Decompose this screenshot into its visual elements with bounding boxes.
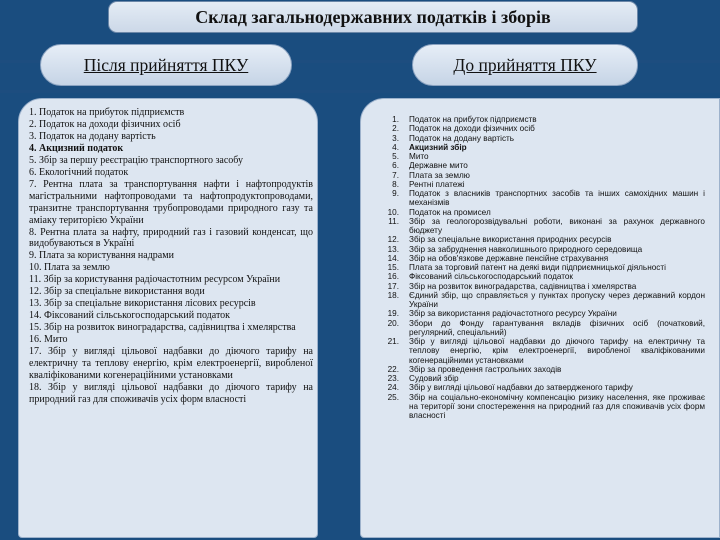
tax-list-item (371, 217, 715, 236)
item-text: Збір за використання радіочастотного ресурсу України (409, 309, 617, 319)
tax-list-item: 10. Плата за землю (29, 262, 110, 274)
tax-list-item: 5. Збір за першу реєстрацію транспортного засобу (29, 154, 244, 166)
item-text: Збір на соціально-економічну компенсацію ризику населення, яке проживає на території зони спостереження на природний газ для споживачів усіх форм власності (409, 392, 705, 420)
item-text: Збір за спеціальне використання природних ресурсів (409, 235, 612, 245)
tax-list-item: 2. Податок на доходи фізичних осіб (29, 118, 181, 130)
item-number: 2. (392, 124, 399, 134)
item-number: 6. (392, 161, 399, 171)
item-number: 18. (387, 290, 399, 300)
tax-list-item: 16. Мито (29, 334, 68, 346)
item-text: Збори до Фонду гарантування вкладів фізичних осіб (початковий, регулярний, спеціальний) (409, 318, 705, 337)
tax-list-item: 6. Екологічний податок (29, 166, 129, 178)
tax-list-item: 9. Плата за користування надрами (29, 250, 174, 262)
item-text: Збір у вигляді цільової надбавки до діючого тарифу на електричну та теплову енергію, крім електроенергії, виробленої кваліфікованими когенераційними установками (409, 337, 705, 365)
item-number: 19. (387, 309, 399, 319)
tax-list-item (371, 143, 715, 152)
tax-list-item: 8. Рентна плата за нафту, природний газ і газовий конденсат, що видобуваються в Україні (29, 226, 313, 250)
tax-list-item (371, 124, 715, 133)
item-number: 14. (387, 253, 399, 263)
tax-list-item (371, 208, 715, 217)
item-text: Фіксований сільськогосподарський податок (409, 272, 574, 282)
item-text: Податок на доходи фізичних осіб (409, 124, 535, 134)
item-text: Збір за проведення гастрольних заходів (409, 364, 562, 374)
tax-list-item: 1. Податок на прибуток підприємств (29, 107, 185, 118)
tax-list-item: 11. Збір за користування радіочастотним ресурсом України (29, 274, 281, 286)
item-number: 7. (392, 170, 399, 180)
item-text: Збір на розвиток виноградарства, садівництва і хмелярства (409, 281, 637, 291)
item-text: Збір на обов'язкове державне пенсійне страхування (409, 253, 609, 263)
item-text: Мито (409, 152, 429, 161)
tax-list-item (371, 337, 715, 365)
tax-list-item (371, 254, 715, 263)
item-text: Збір за геологорозвідувальні роботи, виконані за рахунок державного бюджету (409, 216, 705, 235)
tax-list-item (371, 319, 715, 338)
item-number: 25. (387, 392, 399, 402)
tax-list-item (371, 365, 715, 374)
tax-list-item: 7. Рентна плата за транспортування нафти і нафтопродуктів магістральними нафтопроводами та нафтопродуктопроводами, транзитне транспортування трубопроводами природного газу та аміаку територією України (29, 178, 313, 226)
tax-list-item (371, 272, 715, 281)
item-text: Збір у вигляді цільової надбавки до затвердженого тарифу (409, 383, 633, 393)
item-text: Податок на прибуток підприємств (409, 115, 537, 124)
tax-list-item: 3. Податок на додану вартість (29, 130, 156, 142)
tax-list-item: 15. Збір на розвиток виноградарства, садівництва і хмелярства (29, 322, 296, 334)
tax-list-item (371, 134, 715, 143)
item-number: 16. (387, 272, 399, 282)
item-text: Плата за землю (409, 170, 470, 180)
item-text: Податок на промисел (409, 207, 491, 217)
item-number: 9. (392, 189, 399, 198)
tax-list-item (371, 263, 715, 272)
item-number: 3. (392, 133, 399, 143)
item-number: 15. (387, 263, 399, 272)
item-text: Збір за забруднення навколишнього природного середовища (409, 244, 643, 254)
item-text: Єдиний збір, що справляється у пунктах пропуску через державний кордон України (409, 290, 705, 309)
tax-list-item (371, 282, 715, 291)
tax-list-item (371, 152, 715, 161)
tax-list-item: 13. Збір за спеціальне використання лісових ресурсів (29, 298, 256, 310)
item-number: 20. (387, 318, 399, 328)
item-number: 23. (387, 374, 399, 383)
item-number: 13. (387, 244, 399, 254)
after-tax-code-panel (18, 98, 318, 538)
item-text: Судовий збір (409, 374, 459, 383)
before-tax-code-panel (360, 98, 720, 538)
item-text: Акцизний збір (409, 142, 467, 152)
item-text: Податок з власників транспортних засобів та інших самохідних машин і механізмів (409, 189, 705, 208)
item-number: 21. (387, 337, 399, 346)
tax-list-item (371, 374, 715, 383)
tax-list-item: 14. Фіксований сільськогосподарський податок (29, 310, 231, 322)
tax-list-item (371, 171, 715, 180)
item-number: 4. (392, 142, 399, 152)
background-stripe (0, 90, 720, 93)
tax-list-item: 12. Збір за спеціальне використання води (29, 286, 205, 298)
tax-list-item (371, 180, 715, 189)
item-text: Плата за торговий патент на деякі види підприємницької діяльності (409, 263, 666, 272)
tax-list-item (371, 161, 715, 170)
item-number: 8. (392, 179, 399, 189)
tax-list-item (371, 189, 715, 208)
item-number: 11. (388, 216, 399, 226)
tax-list-item (371, 245, 715, 254)
item-number: 24. (387, 383, 399, 393)
item-number: 1. (392, 115, 399, 124)
tax-list-item (371, 309, 715, 318)
item-text: Рентні платежі (409, 179, 465, 189)
tax-list-item: 18. Збір у вигляді цільової надбавки до діючого тарифу на природний газ для споживачів усіх форм власності (29, 381, 313, 405)
item-text: Податок на додану вартість (409, 133, 515, 143)
tax-list-item (371, 393, 715, 421)
column-header-before-tax-code: До прийняття ПКУ (412, 44, 638, 86)
tax-list-item (371, 291, 715, 310)
item-number: 22. (387, 364, 399, 374)
tax-list-item (371, 235, 715, 244)
tax-list-item (371, 115, 715, 124)
column-header-after-tax-code: Після прийняття ПКУ (40, 44, 292, 86)
item-text: Державне мито (409, 161, 468, 171)
tax-list-item: 4. Акцизний податок (29, 142, 124, 154)
page-title: Склад загальнодержавних податків і зборів (108, 1, 638, 33)
item-number: 12. (387, 235, 399, 245)
item-number: 5. (392, 152, 399, 161)
tax-list-item: 17. Збір у вигляді цільової надбавки до діючого тарифу на електричну та теплову енергію, крім електроенергії, виробленої кваліфікованими когенераційними установками (29, 346, 313, 381)
item-number: 10. (387, 207, 399, 217)
item-number: 17. (387, 281, 399, 291)
tax-list-item (371, 383, 715, 392)
